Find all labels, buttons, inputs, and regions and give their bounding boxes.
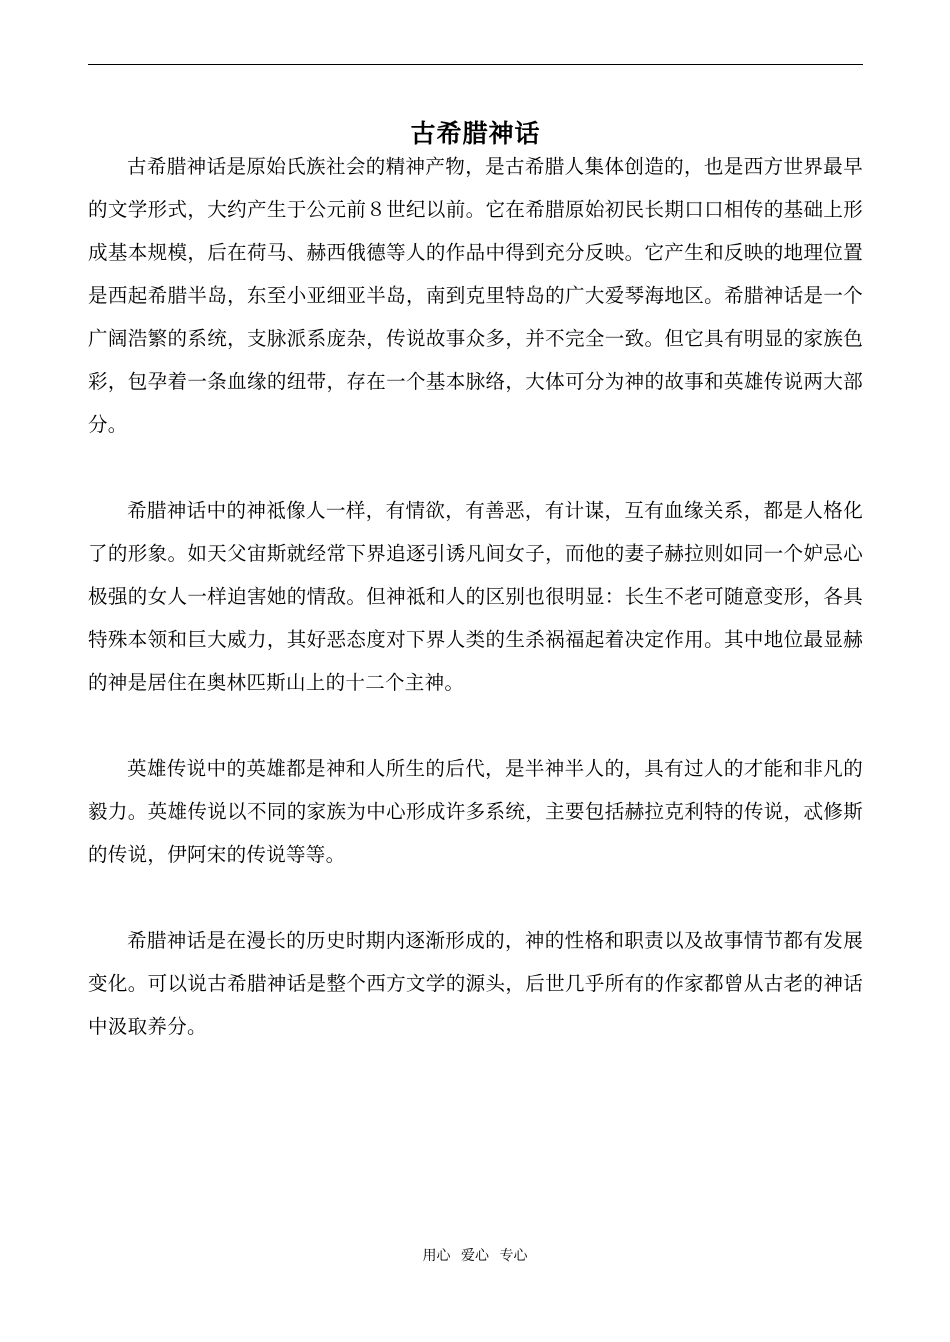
document-body xyxy=(88,145,863,1048)
paragraph-gap xyxy=(88,446,863,489)
paragraph-2: 希腊神话中的神祗像人一样，有情欲，有善恶，有计谋，互有血缘关系，都是人格化了的形象。如天父宙斯就经常下界追逐引诱凡间女子，而他的妻子赫拉则如同一个妒忌心极强的女人一样迫害她的情敌。但神祗和人的区别也很明显：长生不老可随意变形，各具特殊本领和巨大威力，其好恶态度对下界人类的生杀祸福起着决定作用。其中地位最显赫的神是居住在奥林匹斯山上的十二个主神。 xyxy=(88,499,863,694)
header-rule xyxy=(88,64,863,65)
paragraph-4: 希腊神话是在漫长的历史时期内逐渐形成的，神的性格和职责以及故事情节都有发展变化。可以说古希腊神话是整个西方文学的源头，后世几乎所有的作家都曾从古老的神话中汲取养分。 xyxy=(88,929,863,1038)
paragraph-3: 英雄传说中的英雄都是神和人所生的后代，是半神半人的，具有过人的才能和非凡的毅力。英雄传说以不同的家族为中心形成许多系统，主要包括赫拉克利特的传说，忒修斯的传说，伊阿宋的传说等等。 xyxy=(88,757,863,866)
paragraph-gap xyxy=(88,876,863,919)
page-footer: 用心 爱心 专心 xyxy=(422,1248,528,1264)
paragraph-gap xyxy=(88,704,863,747)
document-title: 古希腊神话 xyxy=(410,119,541,148)
paragraph-1: 古希腊神话是原始氏族社会的精神产物，是古希腊人集体创造的，也是西方世界最早的文学形式，大约产生于公元前８世纪以前。它在希腊原始初民长期口口相传的基础上形成基本规模，后在荷马、赫西俄德等人的作品中得到充分反映。它产生和反映的地理位置是西起希腊半岛，东至小亚细亚半岛，南到克里特岛的广大爱琴海地区。希腊神话是一个广阔浩繁的系统，支脉派系庞杂，传说故事众多，并不完全一致。但它具有明显的家族色彩，包孕着一条血缘的纽带，存在一个基本脉络，大体可分为神的故事和英雄传说两大部分。 xyxy=(88,155,863,436)
